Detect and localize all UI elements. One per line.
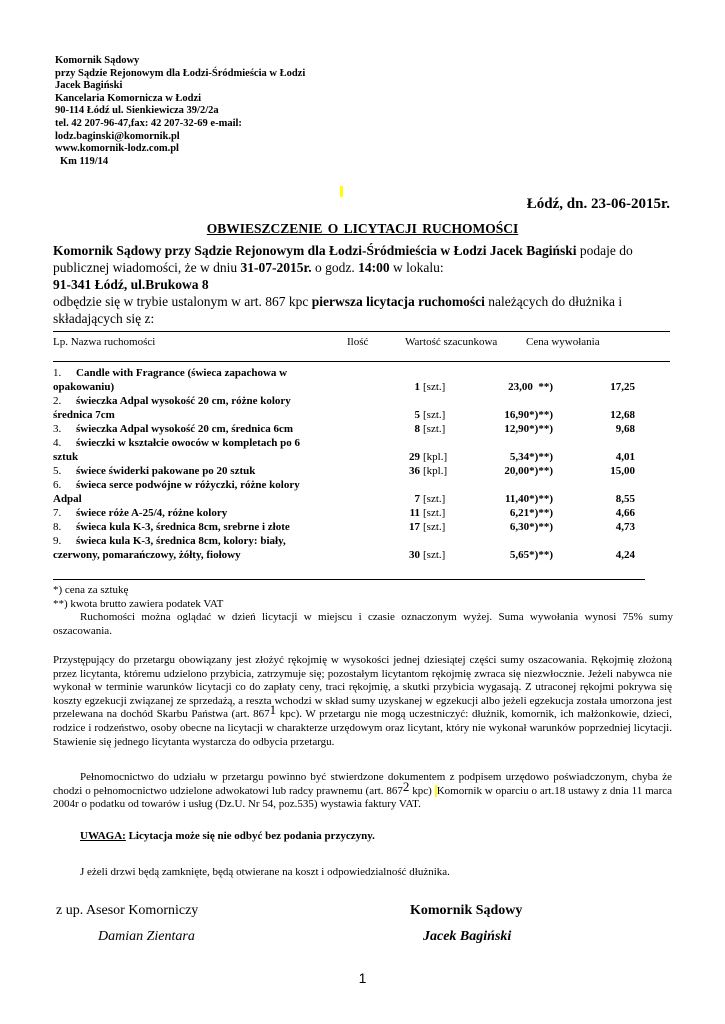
row-name-cont: Adpal: [53, 493, 82, 505]
row-lp: 2.: [53, 395, 62, 407]
table-row: [53, 520, 673, 534]
row-value: 5,65*)**): [509, 549, 553, 561]
row-qty: 5: [414, 409, 420, 421]
highlight-marker: [340, 186, 343, 197]
power-of-attorney-paragraph: [53, 771, 672, 812]
row-qty: 30: [409, 549, 420, 561]
bailiff-signature-name: Jacek Bagiński: [423, 929, 512, 944]
deposit-paragraph: [53, 654, 672, 749]
row-unit: [szt.]: [423, 521, 446, 533]
table-row: [53, 506, 673, 520]
header-line: 90-114 Łódź ul. Sienkiewicza 39/2/2a: [55, 105, 219, 117]
row-name: świeczka Adpal wysokość 20 cm, różne kolory: [76, 395, 291, 407]
intro-text: odbędzie się w trybie ustalonym w art. 867 kpc: [53, 294, 312, 309]
row-price: 12,68: [610, 409, 635, 421]
document-date: Łódź, dn. 23-06-2015r.: [526, 196, 670, 212]
case-number: Km 119/14: [60, 155, 109, 167]
column-header-name: Lp. Nazwa ruchomości: [53, 336, 156, 348]
paragraph-text: kpc): [409, 784, 435, 797]
row-value: 6,30*)**): [509, 521, 553, 533]
intro-text: należących do dłużnika i składających się z:: [53, 294, 623, 326]
row-unit: [szt.]: [423, 549, 446, 561]
viewing-note: Ruchomości można oglądać w dzień licytacji w miejscu i czasie oznaczonym wyżej. Suma wywołania wynosi 75% sumy oszacowania.: [53, 611, 673, 637]
row-qty: 11: [409, 507, 420, 519]
row-qty: 1: [414, 381, 420, 393]
row-lp: 5.: [53, 465, 62, 477]
row-price: 4,24: [615, 549, 635, 561]
auction-time: 14:00: [358, 260, 390, 275]
row-unit: [szt.]: [423, 507, 446, 519]
intro-text: w lokalu:: [389, 260, 444, 275]
row-price: 8,55: [615, 493, 635, 505]
row-name: świece róże A-25/4, różne kolory: [76, 507, 228, 519]
header-line: przy Sądzie Rejonowym dla Łodzi-Śródmieścia w Łodzi: [55, 67, 306, 79]
row-lp: 9.: [53, 535, 62, 547]
row-lp: 6.: [53, 479, 62, 491]
header-line: Komornik Sądowy: [55, 55, 140, 66]
row-name: świeca serce podwójne w różyczki, różne kolory: [76, 479, 300, 491]
row-name: świece świderki pakowane po 20 sztuk: [76, 465, 256, 477]
row-value: 6,21*)**): [509, 507, 553, 519]
row-lp: 3.: [53, 423, 62, 435]
doors-note: J eżeli drzwi będą zamknięte, będą otwierane na koszt i odpowiedzialność dłużnika.: [80, 866, 450, 878]
row-value: 12,90*)**): [504, 423, 553, 435]
table-header-rule: [53, 361, 670, 362]
assessor-title: z up. Asesor Komorniczy: [56, 903, 199, 918]
intro-paragraph: [53, 242, 673, 276]
warning-label: UWAGA:: [80, 830, 126, 842]
row-qty: 29: [409, 451, 420, 463]
table-row: [53, 478, 673, 506]
row-lp: 8.: [53, 521, 62, 533]
footnote-unit-price: *) cena za sztukę: [53, 584, 129, 596]
row-value: 5,34*)**): [509, 451, 553, 463]
row-price: 4,66: [615, 507, 635, 519]
warning-text: Licytacja może się nie odbyć bez podania przyczyny.: [125, 830, 375, 842]
row-price: 15,00: [610, 465, 635, 477]
row-name: świeca kula K-3, średnica 8cm, srebrne i złote: [76, 521, 290, 533]
intro-text: podaje do publicznej wiadomości, że w dniu: [53, 243, 633, 275]
paragraph-text: Przystępujący do przetargu obowiązany jest złożyć rękojmię w wysokości jednej dziesiątej części sumy oszacowania. Rękojmię złożoną przez licytanta, któremu udzielono przybicia, zatrzymuje się; pozostałym licytantom rękojmię zwraca się niezwłocznie. Jeżeli nabywca nie wykonał w terminie warunków licytacji co do zapłaty ceny, traci rękojmię, a skutki przybicia wygasają. Z utraconej rękojmi pokrywa się koszty egzekucji związanej ze sprzedażą, a reszta wchodzi w skład sumy uzyskanej w egzekucji albo jeżeli egzekucja została umorzona jest przelewana na dochód Skarbu Państwa (art. 867: [53, 654, 672, 721]
row-lp: 7.: [53, 507, 62, 519]
row-unit: [szt.]: [423, 493, 446, 505]
paragraph-text: Pełnomocnictwo do udziału w przetargu powinno być stwierdzone dokumentem z podpisem urzędowo poświadczonym, chyba że chodzi o pełnomocnictwo udzielone adwokatowi lub radcy prawnemu (art. 867: [53, 771, 672, 797]
row-name: świeczki w kształcie owoców w kompletach po 6: [76, 437, 300, 449]
row-qty: 8: [414, 423, 420, 435]
row-name-cont: opakowaniu): [53, 381, 115, 393]
header-website: www.komornik-lodz.com.pl: [55, 143, 179, 155]
row-value: 20,00*)**): [504, 465, 553, 477]
page-number: 1: [358, 970, 367, 986]
auction-type: pierwsza licytacja ruchomości: [311, 294, 485, 309]
row-lp: 4.: [53, 437, 62, 449]
row-unit: [szt.]: [423, 409, 446, 421]
row-name: świeczka Adpal wysokość 20 cm, średnica 6cm: [76, 423, 294, 435]
row-name: Candle with Fragrance (świeca zapachowa w: [76, 367, 288, 379]
intro-text: o godz.: [311, 260, 359, 275]
column-header-qty: Ilość: [347, 336, 369, 348]
row-value: 16,90*)**): [504, 409, 553, 421]
row-name-cont: czerwony, pomarańczowy, żółty, fiołowy: [53, 549, 241, 561]
row-qty: 36: [409, 465, 420, 477]
header-email: lodz.baginski@komornik.pl: [55, 130, 180, 142]
bailiff-name: Komornik Sądowy przy Sądzie Rejonowym dla Łodzi-Śródmieścia w Łodzi Jacek Bagiński: [53, 243, 577, 258]
header-line: tel. 42 207-96-47,fax: 42 207-32-69 e-mail:: [55, 117, 242, 129]
row-value: 11,40*)**): [505, 493, 553, 505]
table-row: [53, 464, 673, 478]
superscript: 1: [269, 702, 277, 718]
footnotes: [53, 584, 673, 638]
table-row: [53, 436, 673, 464]
row-name-cont: średnica 7cm: [53, 409, 115, 421]
footnote-vat: **) kwota brutto zawiera podatek VAT: [53, 597, 224, 610]
intro-paragraph-2: [53, 293, 673, 327]
bailiff-signature-title: Komornik Sądowy: [410, 903, 523, 918]
announcement-intro: [53, 242, 673, 327]
table-row: [53, 422, 673, 436]
warning-line: [80, 830, 375, 842]
row-unit: [kpl.]: [423, 465, 448, 477]
assessor-name: Damian Zientara: [98, 929, 195, 944]
bailiff-header: [55, 55, 305, 168]
auction-address: 91-341 Łódź, ul.Brukowa 8: [53, 277, 209, 292]
header-line: Kancelaria Komornicza w Łodzi: [55, 92, 202, 104]
row-unit: [szt.]: [423, 381, 446, 393]
row-price: 4,01: [615, 451, 635, 463]
row-qty: 17: [409, 521, 420, 533]
paragraph-text: kpc). W przetargu nie mogą uczestniczyć: dłużnik, komornik, ich małżonkowie, dzieci, rodzice i rodzeństwo, osoby obecne na licytacji w charakterze urzędowym oraz licytant, który nie wykonał warunków poprzedniej licytacji. Stawienie się jednego licytanta wystarcza do odbycia przetargu.: [53, 708, 672, 748]
column-header-price: Cena wywołania: [526, 336, 600, 348]
table-row: [53, 394, 673, 422]
row-name: świeca kula K-3, średnica 8cm, kolory: biały,: [76, 535, 286, 547]
row-name-cont: sztuk: [53, 451, 79, 463]
table-top-rule: [53, 331, 670, 332]
row-price: 17,25: [610, 381, 635, 393]
document-title: OBWIESZCZENIE O LICYTACJI RUCHOMOŚCI: [206, 221, 519, 236]
header-line: Jacek Bagiński: [55, 80, 123, 92]
row-unit: [kpl.]: [423, 451, 448, 463]
row-price: 9,68: [615, 423, 635, 435]
row-unit: [szt.]: [423, 423, 446, 435]
superscript: 2: [402, 778, 410, 794]
table-bottom-rule: [53, 579, 645, 580]
row-price: 4,73: [615, 521, 635, 533]
column-header-value: Wartość szacunkowa: [405, 336, 498, 348]
table-row: [53, 366, 673, 394]
table-row: [53, 534, 673, 562]
paragraph-text: Komornik w oparciu o art.18 ustawy z dnia 11 marca 2004r o podatku od towarów i usług (Dz.U. Nr 54, poz.535) wystawia faktury VAT.: [53, 784, 672, 811]
auction-date: 31-07-2015r.: [240, 260, 312, 275]
row-qty: 7: [414, 493, 420, 505]
row-value: 23,00 **): [508, 381, 553, 393]
row-lp: 1.: [53, 367, 62, 379]
